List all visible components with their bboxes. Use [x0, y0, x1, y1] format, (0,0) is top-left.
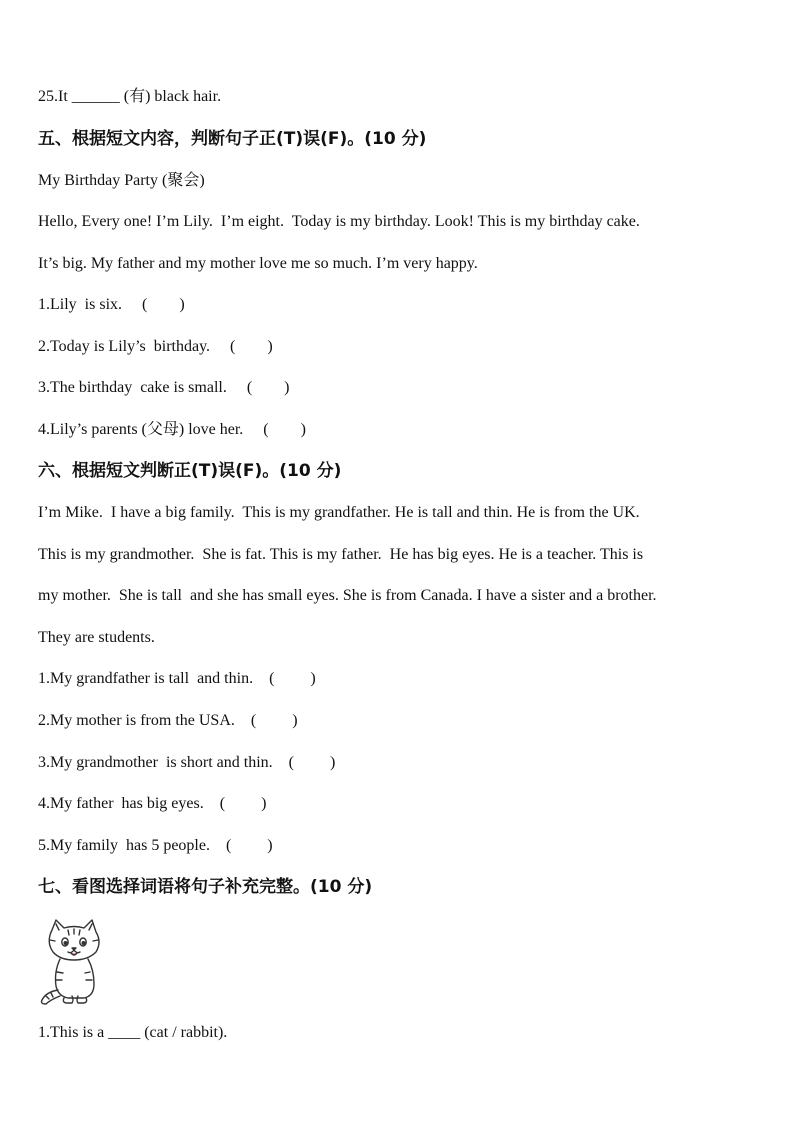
section6-question: 2.My mother is from the USA. ( ): [38, 712, 298, 729]
section5-question: 2.Today is Lily’s birthday. ( ): [38, 338, 273, 355]
section5-heading: 五、根据短文内容，判断句子正(T)误(F)。(10 分): [38, 129, 427, 149]
section5-question: 3.The birthday cake is small. ( ): [38, 379, 290, 396]
section5-question: 4.Lily’s parents (父母) love her. ( ): [38, 421, 306, 438]
section6-passage-line: They are students.: [38, 629, 155, 646]
section5-passage-line: Hello, Every one! I’m Lily. I’m eight. Today is my birthday. Look! This is my birthday cake.: [38, 213, 640, 230]
section6-question: 1.My grandfather is tall and thin. ( ): [38, 670, 316, 687]
section7-question: 1.This is a ____ (cat / rabbit).: [38, 1024, 228, 1041]
cat-illustration-icon: [38, 916, 110, 1006]
section6-question: 4.My father has big eyes. ( ): [38, 795, 267, 812]
section5-title: My Birthday Party (聚会): [38, 172, 205, 189]
section5-passage-line: It’s big. My father and my mother love me so much. I’m very happy.: [38, 255, 478, 272]
question-25: 25.It ______ (有) black hair.: [38, 88, 222, 105]
section6-heading: 六、根据短文判断正(T)误(F)。(10 分): [38, 461, 342, 481]
section6-passage-line: This is my grandmother. She is fat. This is my father. He has big eyes. He is a teacher. This is: [38, 546, 644, 563]
section6-question: 5.My family has 5 people. ( ): [38, 837, 273, 854]
section7-heading: 七、看图选择词语将句子补充完整。(10 分): [38, 877, 373, 897]
section5-question: 1.Lily is six. ( ): [38, 296, 185, 313]
section6-passage-line: I’m Mike. I have a big family. This is my grandfather. He is tall and thin. He is from the UK.: [38, 504, 640, 521]
section6-question: 3.My grandmother is short and thin. ( ): [38, 754, 336, 771]
section6-passage-line: my mother. She is tall and she has small eyes. She is from Canada. I have a sister and a brother.: [38, 587, 657, 604]
